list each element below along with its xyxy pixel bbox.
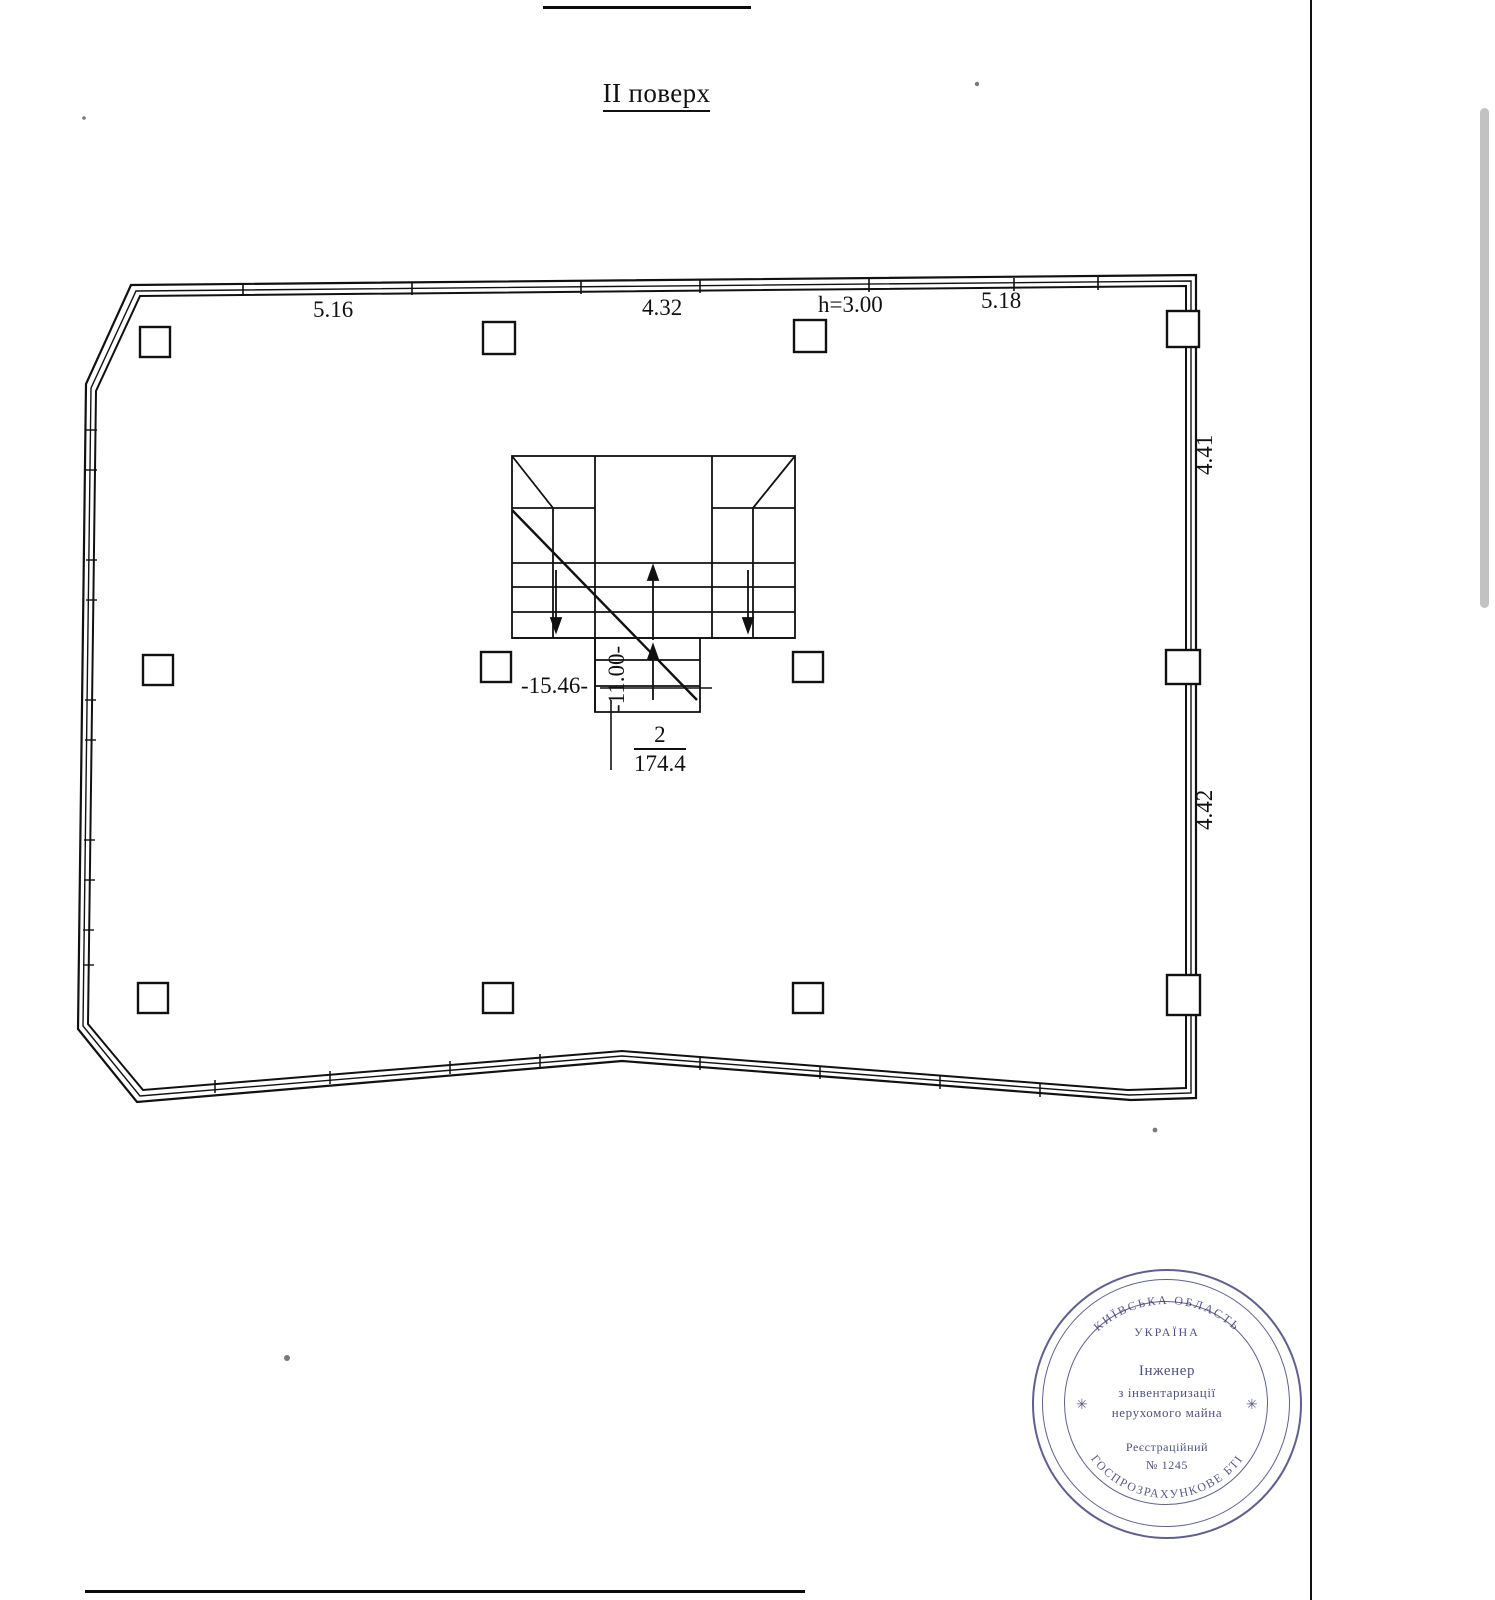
scan-artifacts	[82, 82, 1157, 1361]
column-r3c1	[138, 983, 168, 1013]
dim-top-left: 5.16	[313, 297, 354, 322]
stamp-line-1: Інженер	[1138, 1363, 1196, 1379]
stamp-line-2: з інвентаризації	[1118, 1385, 1216, 1400]
dim-right-upper: 4.41	[1192, 434, 1217, 475]
column-r2c3	[793, 652, 823, 682]
columns	[138, 311, 1200, 1015]
stamp-arc-text	[1028, 1265, 1306, 1543]
scrollbar-thumb[interactable]	[1480, 108, 1489, 608]
dim-top-middle: 4.32	[642, 295, 683, 320]
column-r3c3	[793, 983, 823, 1013]
room-area: 174.4	[634, 751, 686, 776]
stamp-line-3: нерухомого майна	[1111, 1405, 1223, 1420]
inspector-stamp	[1028, 1265, 1306, 1543]
column-r2c2	[481, 652, 511, 682]
stamp-line-5: № 1245	[1145, 1458, 1189, 1472]
page-margin-area	[1313, 0, 1495, 1600]
stamp-star-left-icon: ✳	[1076, 1398, 1088, 1413]
column-r2c4	[1166, 650, 1200, 684]
dim-stair-width: -11.00-	[604, 645, 629, 712]
dim-top-height: h=3.00	[818, 292, 883, 317]
column-r1c1	[140, 327, 170, 357]
column-r3c4	[1167, 975, 1200, 1015]
dim-top-right: 5.18	[981, 288, 1022, 313]
column-r2c1	[143, 655, 173, 685]
column-r3c2	[483, 983, 513, 1013]
room-number-area	[634, 722, 686, 777]
stamp-arc-bottom-text: ГОСПРОЗРАХУНКОВЕ БТІ	[1088, 1451, 1246, 1502]
stamp-arc-top-text: КИЇВСЬКА ОБЛАСТЬ	[1090, 1292, 1244, 1334]
column-r1c3	[794, 320, 826, 352]
dim-stair-length: -15.46-	[521, 673, 589, 698]
page-title-text: II поверх	[603, 78, 711, 112]
column-r1c4	[1167, 311, 1199, 347]
room-number: 2	[634, 722, 686, 750]
dim-right-lower: 4.42	[1192, 789, 1217, 830]
stamp-country: УКРАЇНА	[1134, 1325, 1200, 1339]
stamp-line-4: Реєстраційний	[1125, 1440, 1209, 1454]
stamp-star-right-icon: ✳	[1246, 1398, 1258, 1413]
column-r1c2	[483, 322, 515, 354]
